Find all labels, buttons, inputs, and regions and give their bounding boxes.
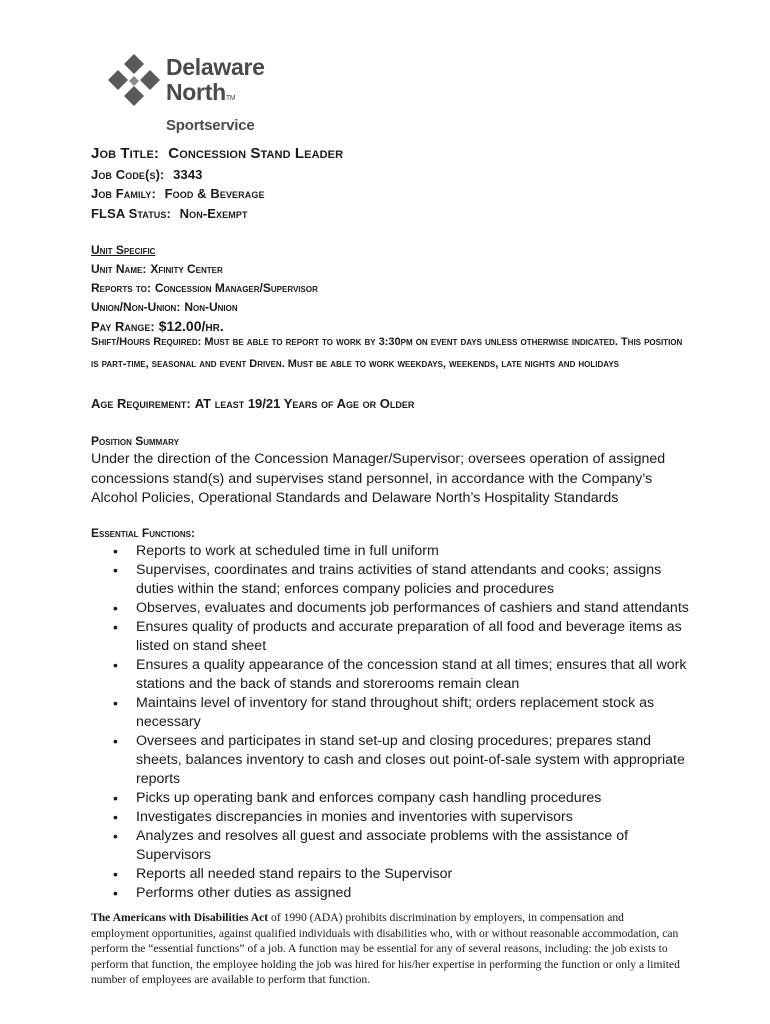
shift-hours-block	[91, 331, 691, 375]
reports-to-value: Concession Manager/Supervisor	[154, 281, 318, 295]
list-item: • Ensures quality of products and accurate preparation of all food and beverage items as listed on stand sheet	[91, 618, 691, 656]
shift-hours-value: Must be able to report to work by 3:30pm on event days unless otherwise indicated. This position is part-time, seasonal and event Driven. Must be able to work weekdays, weekends, late nights and holidays	[91, 336, 683, 370]
ada-statement	[91, 910, 681, 988]
job-title-value: Concession Stand Leader	[168, 145, 344, 162]
reports-to-line	[91, 281, 318, 295]
list-item: • Investigates discrepancies in monies and inventories with supervisors	[91, 808, 691, 827]
trademark-mark: TM	[225, 95, 236, 102]
union-label: Union/Non-Union:	[91, 300, 181, 314]
union-line	[91, 300, 238, 314]
essential-functions-list	[91, 542, 691, 903]
position-summary-heading: Position Summary	[91, 434, 179, 448]
ada-statement-text: of 1990 (ADA) prohibits discrimination by employers, in compensation and employment opportunities, against qualified individuals with disabilities who, with or without reasonable accommodation, can perform the “essential functions” of a job. A function may be essential for any of several reasons, including: the job exists to perform that function, the employee holding the job was hired for his/her expertise in performing the function or only a limited number of employees are available to perform that function.	[91, 911, 680, 987]
job-code-value: 3343	[173, 167, 203, 182]
list-item: • Oversees and participates in stand set-up and closing procedures; prepares stand sheets, balances inventory to cash and closes out point-of-sale system with appropriate reports	[91, 732, 691, 789]
list-item: • Reports to work at scheduled time in full uniform	[91, 542, 691, 561]
list-item: • Maintains level of inventory for stand throughout shift; orders replacement stock as necessary	[91, 694, 691, 732]
pay-range-label: Pay Range:	[91, 319, 155, 334]
unit-specific-heading: Unit Specific	[91, 243, 156, 257]
union-value: Non-Union	[184, 300, 238, 314]
logo-line-3: Sportservice	[166, 117, 255, 134]
list-item: • Picks up operating bank and enforces company cash handling procedures	[91, 789, 691, 808]
ada-statement-bold: The Americans with Disabilities Act	[91, 911, 269, 924]
list-item: • Ensures a quality appearance of the concession stand at all times; ensures that all work stations and the back of stands and storerooms remain clean	[91, 656, 691, 694]
shift-hours-label: Shift/Hours Required:	[91, 336, 202, 348]
flsa-status-label: FLSA Status:	[91, 206, 171, 221]
list-item: • Supervises, coordinates and trains activities of stand attendants and cooks; assigns duties within the stand; enforces company policies and procedures	[91, 561, 691, 599]
job-family-line	[91, 186, 265, 201]
job-code-line	[91, 167, 202, 182]
flsa-status-line	[91, 206, 248, 221]
logo-line-1: Delaware	[166, 54, 265, 80]
job-title-line	[91, 145, 343, 162]
unit-name-label: Unit Name:	[91, 262, 147, 276]
company-logo	[104, 52, 284, 132]
logo-line-2: NorthTM	[166, 79, 236, 105]
list-item: • Observes, evaluates and documents job performances of cashiers and stand attendants	[91, 599, 691, 618]
job-family-label: Job Family:	[91, 186, 156, 201]
unit-name-line	[91, 262, 223, 276]
job-title-label: Job Title:	[91, 145, 159, 162]
delaware-north-logo-icon	[104, 52, 164, 114]
list-item: • Performs other duties as assigned	[91, 884, 691, 903]
flsa-status-value: Non-Exempt	[179, 206, 248, 221]
unit-name-value: Xfinity Center	[150, 262, 223, 276]
position-summary-text: Under the direction of the Concession Manager/Supervisor; oversees operation of assigned concessions stand(s) and supervises stand personnel, in accordance with the Company’s Alcohol Policies, Operational Standards and Delaware North’s Hospitality Standards	[91, 451, 666, 506]
job-family-value: Food & Beverage	[164, 186, 265, 201]
list-item: • Reports all needed stand repairs to the Supervisor	[91, 865, 691, 884]
age-requirement-value: AT least 19/21 Years of Age or Older	[194, 396, 415, 411]
pay-range-value: $12.00/hr.	[158, 318, 224, 334]
essential-functions-heading: Essential Functions:	[91, 526, 195, 540]
age-requirement-line	[91, 396, 414, 411]
reports-to-label: Reports to:	[91, 281, 151, 295]
job-code-label: Job Code(s):	[91, 167, 165, 182]
age-requirement-label: Age Requirement:	[91, 396, 191, 411]
list-item: • Analyzes and resolves all guest and associate problems with the assistance of Supervisors	[91, 827, 691, 865]
